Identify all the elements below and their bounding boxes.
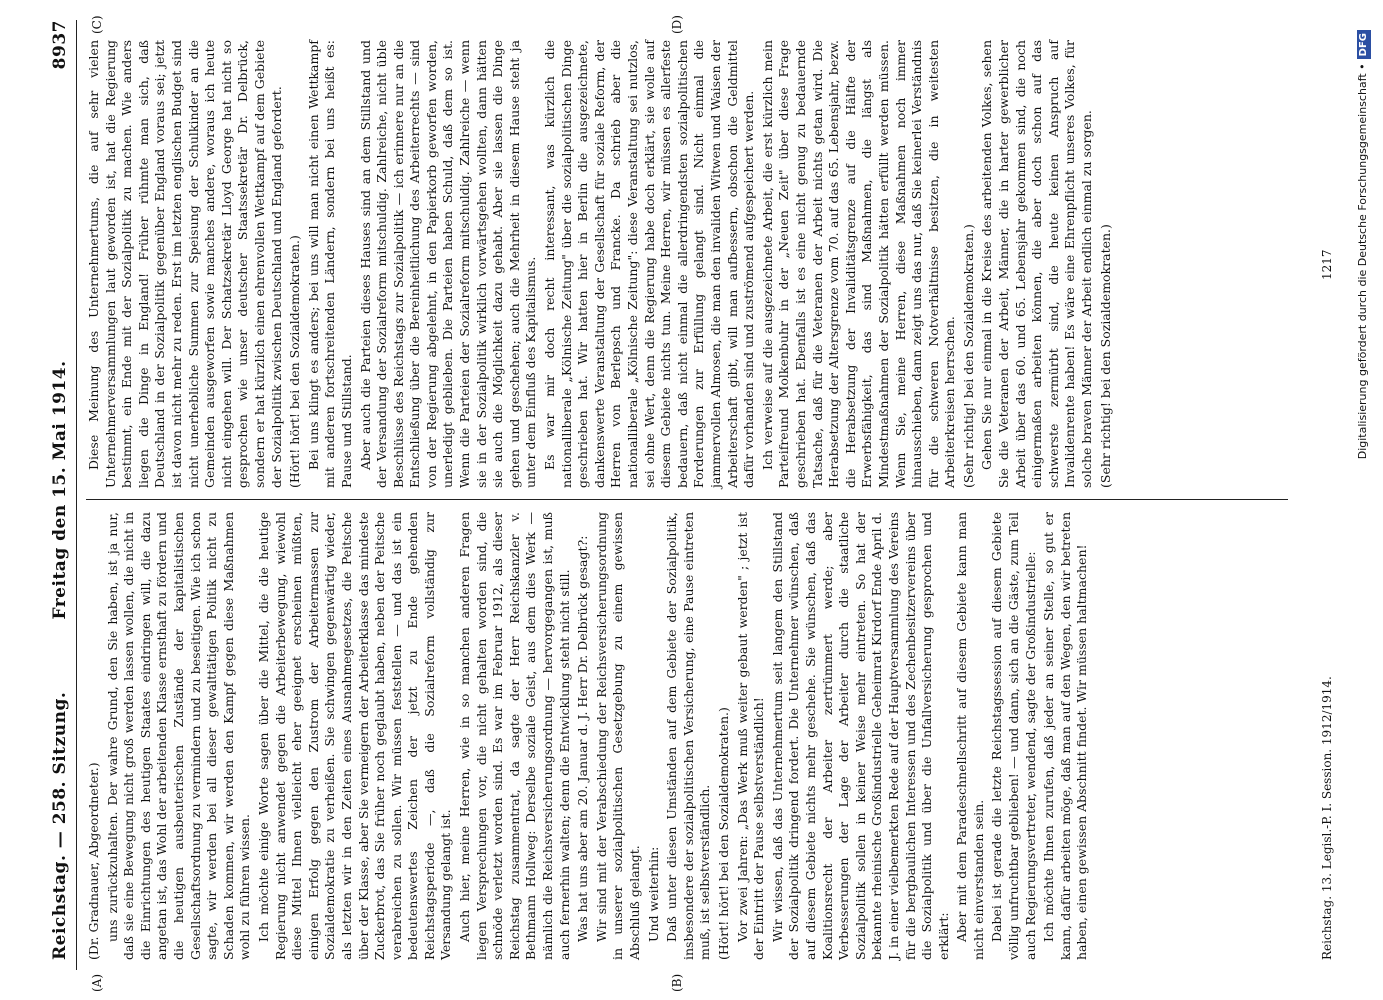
paragraph: (Hört! hört! bei den Sozialdemokraten.): [287, 235, 303, 488]
paragraph: Ich möchte Ihnen zurufen, daß jeder an seiner Stelle, so gut er kann, dafür arbeiten möge, daß man auf den Wegen, den wir betreten haben, einen gewissen Abschnitt findet. Wir müssen haltmachen!: [1041, 512, 1090, 960]
paragraph: Bei uns klingt es anders; bei uns will man nicht einen Wettkampf mit anderen fortschreitenden Ländern, sondern bei uns heißt es: Pause und Stillstand.: [305, 40, 354, 488]
rotated-page: [30, 0, 1348, 1000]
paragraph: Ich verweise auf die ausgezeichnete Arbeit, die erst kürzlich mein Parteifreund Molkenbuhr in der „Neuen Zeit" über diese Frage geschrieben hat. Ebenfalls ist es eine nicht genug zu bedauernde Tatsache, daß für die Veteranen der Arbeit nichts getan wird. Die Herabsetzung der Altersgrenze vom 70. auf das 65. Lebensjahr, bezw. die Herabsetzung der Invaliditätsgrenze auf die Hälfte der Erwerbsfähigkeit, das sind Maßnahmen, die längst als Mindestmaßnahmen der Sozialpolitik hätten erfüllt werden müssen. Wenn Sie, meine Herren, diese Maßnahmen noch immer hinausschieben, dann zeigt uns das nur, daß Sie keinerlei Verständnis für die schweren Notverhältnisse besitzen, die in weitesten Arbeiterkreisen herrschen.: [759, 40, 958, 488]
digitization-note: [1347, 30, 1379, 990]
marker-c: (C): [90, 15, 104, 34]
paragraph: (Hört! hört! bei den Sozialdemokraten.): [715, 707, 731, 960]
header-center: Freitag den 15. Mai 1914.: [50, 360, 70, 620]
digitization-text: Digitalisierung gefördert durch die Deutsche Forschungsgemeinschaft •: [1356, 63, 1369, 460]
paragraph: Diese Meinung des Unternehmertums, die auf sehr vielen Unternehmerversammlungen laut geworden ist, hat die Regierung bestimmt, ein Ende mit der Sozialpolitik zu machen. Wie anders liegen die Dinge in England! Früher rühmte man sich, daß Deutschland in der Sozialpolitik gegenüber England voraus sei; jetzt ist davon nicht mehr zu reden. Erst im letzten englischen Budget sind nicht unerhebliche Summen zur Speisung der Schulkinder an die Gemeinden ausgeworfen sowie manches andere, woraus ich heute nicht eingehen will. Der Schatzsekretär Lloyd George hat nicht so gesprochen wie unser deutscher Staatssekretär Dr. Delbrück, sondern er hat kürzlich einen ehrenvollen Wettkampf auf dem Gebiete der Sozialpolitik zwischen Deutschland und England gefordert.: [86, 40, 284, 488]
paragraph: Dabei ist gerade die letzte Reichstagssession auf diesem Gebiete völlig unfruchtbar geblieben! — und dann, sich an die Gäste, zum Teil auch Regierungsvertreter, wendend, sagte der Großindustrielle:: [989, 512, 1038, 960]
paragraph: (Sehr richtig! bei den Sozialdemokraten.): [1097, 224, 1113, 488]
header-rule: [76, 20, 77, 970]
paragraph: Und weiterhin:: [645, 846, 661, 942]
marker-d: (D): [670, 15, 684, 34]
text-column-right: [86, 40, 1308, 488]
paragraph: Was hat uns aber am 20. Januar d. J. Herr Dr. Delbrück gesagt?:: [575, 535, 591, 942]
page-header: [40, 20, 80, 960]
column-divider: [86, 499, 1288, 500]
paragraph: Wir wissen, daß das Unternehmertum seit langem den Stillstand der Sozialpolitik dringend fordert. Die Unternehmer wünschen, daß auf diesem Gebiete nichts mehr geschehe. Sie wünschen, daß das Koalitionsrecht der Arbeiter zertrümmert werde; aber Verbesserungen der Lage der Arbeiter durch die staatliche Sozialpolitik sollen in keiner Weise mehr eintreten. So hat der bekannte rheinische Großindustrielle Geheimrat Kirdorf Ende April d. J. in einer vielbemerkten Rede auf der Hauptversammlung des Vereins für die bergbaulichen Interessen und des Zechenbesitzervereins über die Sozialpolitik und über die Unfallversicherung gesprochen und erklärt:: [769, 512, 951, 960]
text-column-left: [86, 512, 1308, 960]
paragraph: Vor zwei Jahren: „Das Werk muß weiter gebaut werden" ; jetzt ist der Eintritt der Pause selbstverständlich!: [734, 512, 767, 960]
paragraph: Aber mit dem Paradeschnellschritt auf diesem Gebiete kann man nicht einverstanden sein.: [954, 512, 986, 960]
paragraph: uns zurückzuhalten. Der wahre Grund, den Sie haben, ist ja nur, daß sie eine Bewegung nicht groß werden lassen wollen, die nicht in die Einrichtungen des heutigen Staates eindringen will, die dazu angetan ist, das Wohl der arbeitenden Klasse ernsthaft zu fördern und die heutigen ausbeuterischen Zustände der kapitalistischen Gesellschaftsordnung zu vermindern und zu beseitigen. Wie ich schon sagte, wir werden bei all dieser gewalttätigen Politik nicht zu Schaden kommen, wir werden den Kampf gegen diese Maßnahmen wohl zu führen wissen.: [104, 512, 253, 960]
paragraph: Es war mir doch recht interessant, was kürzlich die nationalliberale „Kölnische Zeitung" über die sozialpolitischen Dinge geschrieben hat. Wir hatten hier in Berlin die ausgezeichnete, dankenswerte Veranstaltung der Gesellschaft für soziale Reform, der Herren von Berlepsch und Francke. Da schrieb aber die nationalliberale „Kölnische Zeitung": diese Veranstaltung sei nutzlos, sei ohne Wert, denn die Regierung habe doch erklärt, sie wolle auf diesem Gebiete nichts tun. Meine Herren, wir müssen es allerfeste bedauern, daß nicht einmal die allerdringendsten sozialpolitischen Forderungen zur Erfüllung gelangt sind. Nicht einmal die jammervollen Almosen, die man den invaliden Witwen und Waisen der Arbeiterschaft gibt, will man aufbessern, obschon die Geldmittel dafür vorhanden sind und zuströmend aufgespeichert werden.: [542, 40, 757, 488]
paragraph: Auch hier, meine Herren, wie in so manchen anderen Fragen liegen Versprechungen vor, die nicht gehalten worden sind, die schnöde verletzt worden sind. Es war im Februar 1912, als dieser Reichstag zusammentrat, da sagte der Herr Reichskanzler v. Bethmann Hollweg: Derselbe soziale Geist, aus dem dies Werk — nämlich die Reichsversicherungsordnung — hervorgegangen ist, muß auch fernerhin walten; denn die Entwicklung steht nicht still.: [457, 512, 572, 960]
marker-a: (A): [90, 973, 104, 992]
footer-session: Reichstag. 13. Legisl.-P. I. Session. 1912/1914.: [1320, 676, 1334, 960]
marker-b: (B): [670, 973, 684, 992]
footer-sheet-number: 1217: [1320, 249, 1334, 280]
paragraph: Aber auch die Parteien dieses Hauses sind an dem Stillstand und der Versandung der Sozialreform mitschuldig. Zahlreiche, nicht üble Beschlüsse des Reichstags zur Sozialpolitik — ich erinnere nur an die Entschließung über die Bereinheitlichung des Arbeiterrechts — sind von der Regierung abgelehnt, in den Papierkorb geworfen worden, unerledigt geblieben. Die Parteien haben Schuld, daß dem so ist. Wenn die Parteien der Sozialreform mitschuldig. Zahlreiche — wenn sie in der Sozialpolitik wirklich vorwärtsgehen wollten, dann hätten sie auch die Möglichkeit dazu gehabt. Aber sie lassen die Dinge gehen und geschehen; auch die Mehrheit in diesem Hause steht ja unter dem Einfluß des Kapitalismus.: [357, 40, 539, 488]
paragraph: Daß unter diesen Umständen auf dem Gebiete der Sozialpolitik, insbesondere der sozialpolitischen Versicherung, eine Pause eintreten muß, ist selbstverständlich.: [664, 512, 713, 960]
paragraph: (Dr. Gradnauer, Abgeordneter.): [86, 762, 101, 960]
paragraph: Wir sind mit der Verabschiedung der Reichsversicherungsordnung in unserer sozialpolitischen Gesetzgebung zu einem gewissen Abschluß gelangt.: [593, 512, 642, 960]
dfg-logo: DFG: [1357, 30, 1371, 59]
paragraph: Ich möchte einige Worte sagen über die Mittel, die die heutige Regierung nicht anwendet gegen die Arbeiterbewegung, wiewohl diese Mittel Ihnen vielleicht eher geeignet erscheinen müßten, einigen Erfolg gegen den Zustrom der Arbeitermassen zur Sozialdemokratie zu verheißen. Sie schwingen gegenwärtig wieder, als letzten wir in den Zeiten eines Ausnahmegesetzes, die Peitsche über der Klasse, aber Sie vermeigern der Arbeiterklasse das mindeste Zuckerbrot, das Sie früher noch geglaubt haben, neben der Peitsche verabreichen zu sollen. Wir müssen feststellen — und das ist ein bedeutenswertes Zeichen der jetzt zu Ende gehenden Reichstagsperiode —, daß die Sozialreform vollständig zur Versandung gelangt ist.: [255, 512, 454, 960]
paragraph: (Sehr richtig! bei den Sozialdemokraten.): [960, 224, 976, 488]
page-number: 8937: [50, 20, 70, 70]
header-left: Reichstag. — 258. Sitzung.: [50, 691, 70, 960]
paragraph: Gehen Sie nur einmal in die Kreise des arbeitenden Volkes, sehen Sie die Veteranen der Arbeit, Männer, die in harter gewerblicher Arbeit über das 60. und 65. Lebensjahr gekommen sind, die noch einigermaßen arbeiten können, die aber doch schon auf das schwerste zermürbt sind, die heute keinen Anspruch auf Invalidenrente haben! Es wäre eine Ehrenpflicht unseres Volkes, für solche braven Männer der Arbeit endlich einmal zu sorgen.: [979, 40, 1095, 488]
